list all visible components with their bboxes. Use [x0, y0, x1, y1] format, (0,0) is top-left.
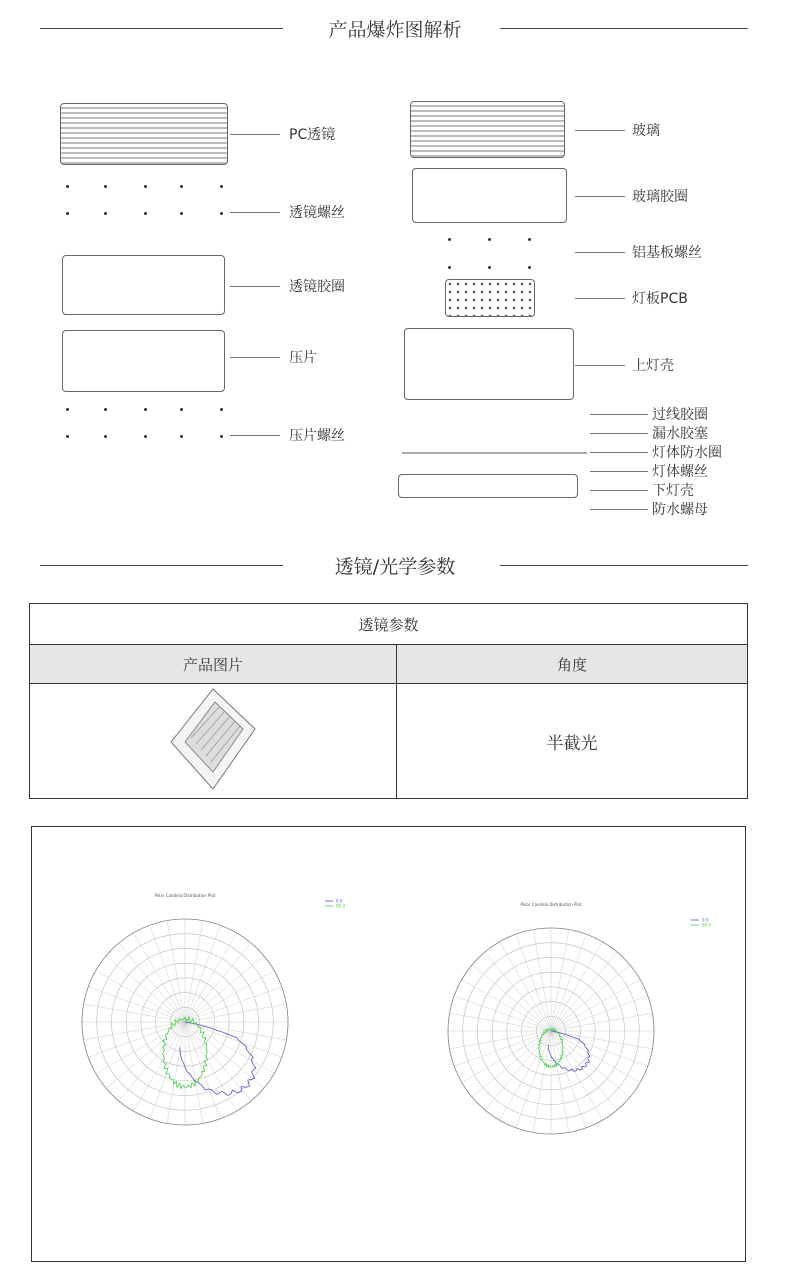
part-label: 透镜胶圈 [289, 279, 345, 295]
screw-dot [144, 435, 147, 438]
leader-line [590, 452, 648, 453]
leader-line [575, 130, 625, 131]
table-caption: 透镜参数 [30, 604, 748, 645]
part-label: 灯板PCB [632, 291, 688, 307]
header-angle: 角度 [397, 645, 748, 684]
screw-dot [144, 185, 147, 188]
screw-dot [104, 212, 107, 215]
product-image [30, 684, 397, 799]
part-label: 漏水胶塞 [652, 426, 708, 442]
waterproof-ring-drawing [402, 452, 587, 454]
polar-charts [32, 827, 747, 1263]
angle-value: 半截光 [397, 684, 748, 799]
screw-dot [528, 266, 531, 269]
screw-dot [104, 408, 107, 411]
screw-dot [180, 212, 183, 215]
screw-dot [180, 435, 183, 438]
part-drawing [62, 255, 225, 315]
screw-dot [144, 212, 147, 215]
part-drawing [404, 328, 574, 400]
part-label: 玻璃胶圈 [632, 189, 688, 205]
leader-line [590, 433, 648, 434]
screw-dot [448, 238, 451, 241]
part-drawing [412, 168, 567, 223]
part-label: 压片螺丝 [289, 428, 345, 444]
header-product-image: 产品图片 [30, 645, 397, 684]
part-drawing [398, 474, 578, 498]
part-label: 灯体防水圈 [652, 445, 722, 461]
screw-dot [488, 238, 491, 241]
part-label: 铝基板螺丝 [632, 245, 702, 261]
part-label: 灯体螺丝 [652, 464, 708, 480]
leader-line [575, 298, 625, 299]
screw-dot [488, 266, 491, 269]
lens-image [163, 684, 263, 794]
part-label: 玻璃 [632, 123, 660, 139]
part-label: 防水螺母 [652, 502, 708, 518]
part-drawing [60, 103, 228, 165]
polar-charts-panel [31, 826, 746, 1262]
legend-label: 0.0 [702, 917, 709, 923]
screw-dot [220, 212, 223, 215]
screw-dot [448, 266, 451, 269]
legend-label: 90.0 [336, 903, 345, 909]
leader-line [230, 357, 280, 358]
screw-dot [104, 435, 107, 438]
part-label: 下灯壳 [652, 483, 694, 499]
leader-line [230, 286, 280, 287]
leader-line [230, 134, 280, 135]
leader-line [575, 196, 625, 197]
part-label: 过线胶圈 [652, 407, 708, 423]
screw-dot [66, 435, 69, 438]
screw-dot [66, 185, 69, 188]
leader-line [230, 212, 280, 213]
part-drawing [445, 279, 535, 317]
leader-line [590, 471, 648, 472]
screw-dot [180, 408, 183, 411]
section-title-explosion: 产品爆炸图解析 [328, 19, 462, 41]
screw-dot [66, 212, 69, 215]
polar-chart [448, 902, 711, 1134]
part-drawing [62, 330, 225, 392]
part-label: 压片 [289, 350, 317, 366]
leader-line [590, 490, 648, 491]
leader-line [590, 414, 648, 415]
screw-dot [144, 408, 147, 411]
screw-dot [66, 408, 69, 411]
part-drawing [410, 101, 565, 158]
chart-title: Polar Candela Distribution Plot [154, 893, 216, 898]
screw-dot [528, 238, 531, 241]
leader-line [575, 365, 625, 366]
screw-dot [220, 408, 223, 411]
screw-dot [180, 185, 183, 188]
legend-label: 0.0 [336, 898, 343, 904]
leader-line [575, 252, 625, 253]
screw-dot [220, 185, 223, 188]
section-title-optics: 透镜/光学参数 [334, 556, 456, 578]
part-label: 上灯壳 [632, 358, 674, 374]
leader-line [590, 509, 648, 510]
screw-dot [220, 435, 223, 438]
lens-params-table [29, 603, 748, 799]
chart-title: Polar Candela Distribution Plot [520, 902, 582, 907]
part-label: PC透镜 [289, 127, 336, 143]
leader-line [230, 435, 280, 436]
polar-chart [82, 893, 345, 1125]
part-label: 透镜螺丝 [289, 205, 345, 221]
legend-label: 90.0 [702, 922, 711, 928]
screw-dot [104, 185, 107, 188]
